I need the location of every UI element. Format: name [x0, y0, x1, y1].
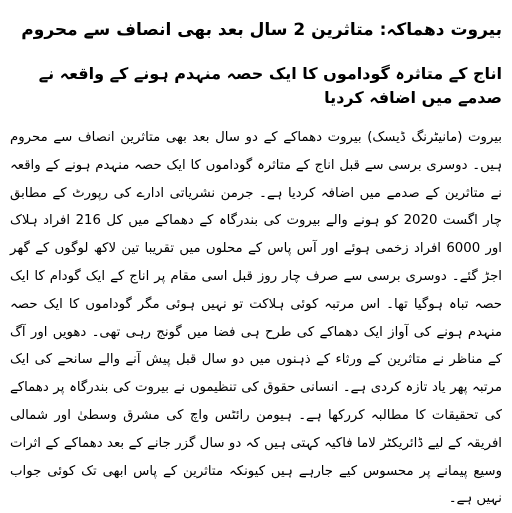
article-headline: بیروت دھماکہ: متاثرین 2 سال بعد بھی انصاف سے محروم	[21, 20, 502, 40]
article-subheadline: اناج کے متاثرہ گوداموں کا ایک حصہ منہدم ہونے کے واقعہ نے صدمے میں اضافہ کردیا	[38, 64, 502, 107]
article-body: بیروت (مانیٹرنگ ڈیسک) بیروت دھماکے کے دو سال بعد بھی متاثرین انصاف سے محروم ہیں۔ دوسری برسی سے قبل اناج کے متاثرہ گوداموں کا ایک حصہ منہدم ہونے کے واقعہ نے متاثرین کے صدمے میں اضافہ کردیا ہے۔ جرمن نشریاتی ادارے کی رپورٹ کے مطابق چار اگست 2020 کو ہونے والے بیروت کی بندرگاہ کے دھماکے میں کل 216 افراد ہلاک اور 6000 افراد زخمی ہوئے اور آس پاس کے محلوں میں تقریبا تین لاکھ لوگوں کے گھر اجڑ گئے۔ دوسری برسی سے صرف چار روز قبل اسی مقام پر اناج کے ایک گودام کا ایک حصہ تباہ ہوگیا تھا۔ اس مرتبہ کوئی ہلاکت تو نہیں ہوئی مگر گوداموں کا ایک حصہ منہدم ہونے کی آواز ایک دھماکے کی طرح ہی فضا میں گونج رہی تھی۔ دھویں اور آگ کے مناظر نے متاثرین کے ورثاء کے ذہنوں میں دو سال قبل پیش آنے والے سانحے کی ایک مرتبہ پھر یاد تازہ کردی ہے۔ انسانی حقوق کی تنظیموں نے بیروت کی بندرگاہ پر دھماکے کی تحقیقات کا مطالبہ کررکھا ہے۔ ہیومن رائٹس واچ کی مشرق وسطیٰ اور شمالی افریقہ کے لیے ڈائریکٹر لاما فاکیہ کہتی ہیں کہ دو سال گزر جانے کے بعد دھماکے کے اثرات وسیع پیمانے پر محسوس کیے جارہے ہیں کیونکہ متاثرین کے پاس ابھی تک کوئی جواب نہیں ہے۔	[10, 130, 503, 507]
